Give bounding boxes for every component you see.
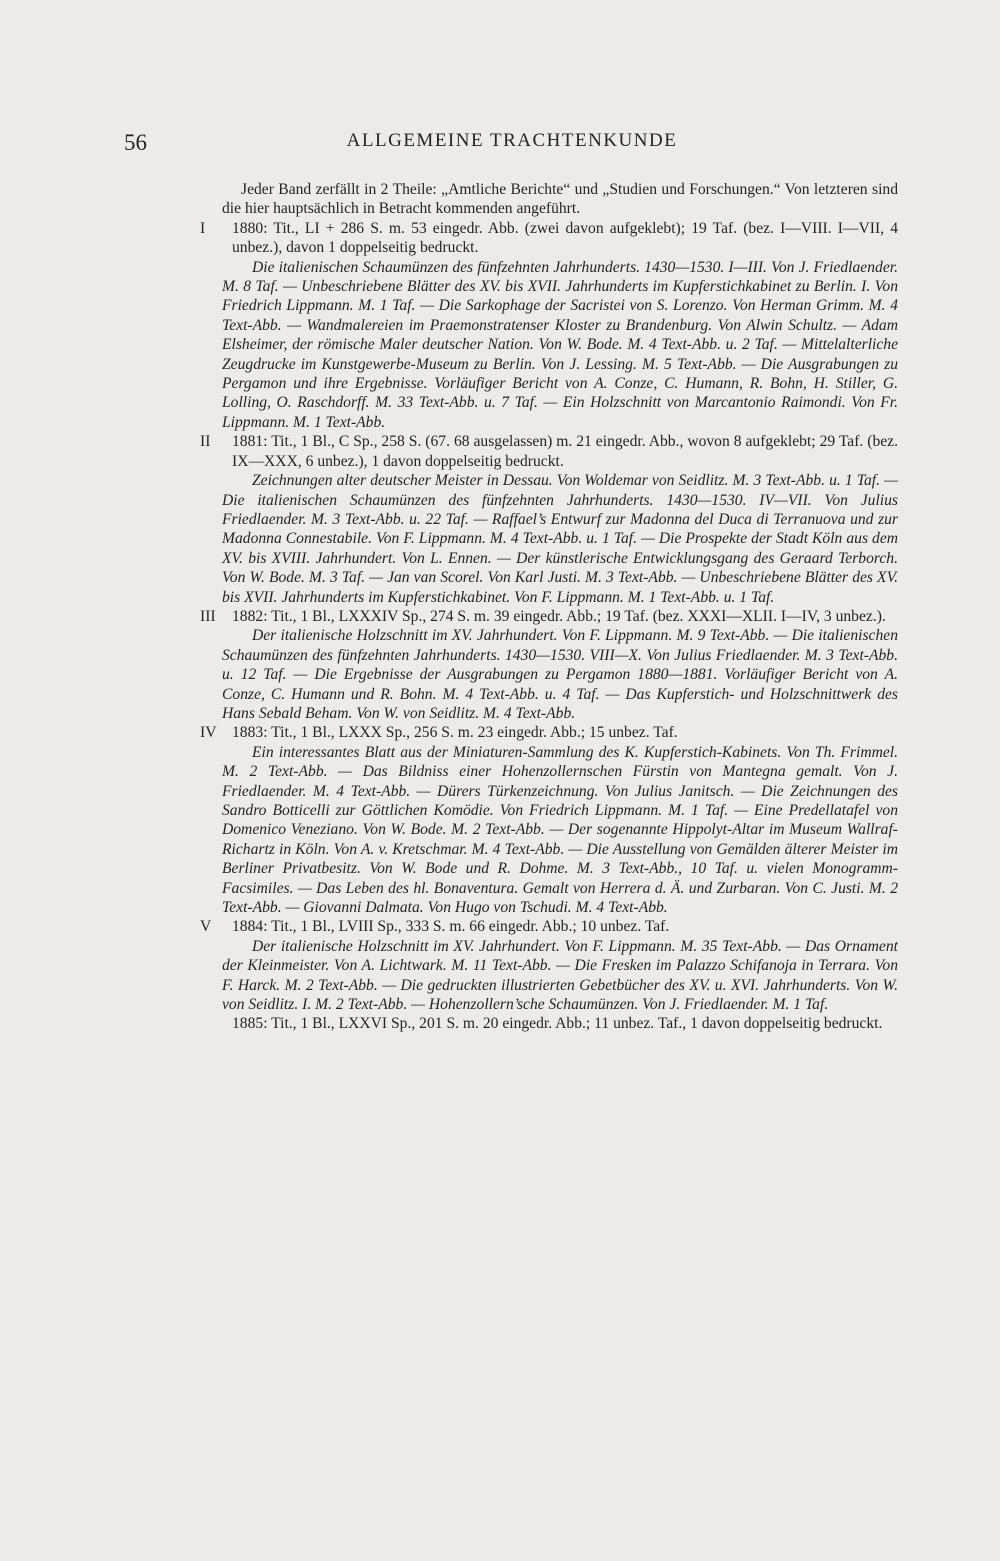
volume-head: 1880: Tit., LI + 286 S. m. 53 eingedr. Abb. (zwei davon aufgeklebt); 19 Taf. (bez. I—VIII. I—VII, 4 unbez.), davon 1 doppelseitig bedruckt. [232, 219, 898, 257]
volume-articles: Der italienische Holzschnitt im XV. Jahrhundert. Von F. Lippmann. M. 35 Text-Abb. — Das Ornament der Kleinmeister. Von A. Lichtwark. M. 11 Text-Abb. — Die Fresken im Palazzo Schifanoja in Terrara. Von F. Harck. M. 2 Text-Abb. — Die gedruckten illustrierten Gebetbücher des XV. u. XVI. Jahrhunderts. Von W. von Seidlitz. I. M. 2 Text-Abb. — Hohenzollern’sche Schaumünzen. Von J. Friedlaender. M. 1 Taf. [222, 937, 898, 1014]
volume-articles: Zeichnungen alter deutscher Meister in Dessau. Von Woldemar von Seidlitz. M. 3 Text-Abb. u. 1 Taf. — Die italienischen Schaumünzen des fünfzehnten Jahrhunderts. 1430—1530. IV—VII. Von Julius Friedlaender. M. 3 Text-Abb. u. 22 Taf. — Raffael’s Entwurf zur Madonna del Duca di Terranuova und zur Madonna Connestabile. Von F. Lippmann. M. 4 Text-Abb. u. 1 Taf. — Die Prospekte der Stadt Köln aus dem XV. bis XVIII. Jahrhundert. Von L. Ennen. — Der künstlerische Entwicklungsgang des Geraard Terborch. Von W. Bode. M. 3 Taf. — Jan van Scorel. Von Karl Justi. M. 3 Text-Abb. — Unbeschriebene Blätter des XV. bis XVII. Jahrhunderts im Kupferstichkabinet. Von F. Lippmann. M. 1 Text-Abb. u. 1 Taf. [222, 472, 898, 606]
volume-articles: Der italienische Holzschnitt im XV. Jahrhundert. Von F. Lippmann. M. 9 Text-Abb. — Die italienischen Schaumünzen des fünfzehnten Jahrhunderts. 1430—1530. VIII—X. Von Julius Friedlaender. M. 3 Text-Abb. u. 12 Taf. — Die Ergebnisse der Ausgrabungen zu Pergamon 1880—1881. Vorläufiger Bericht von A. Conze, C. Humann und R. Bohn. M. 4 Text-Abb. u. 4 Taf. — Das Kupferstich- und Holzschnittwerk des Hans Sebald Beham. Von W. von Seidlitz. M. 4 Text-Abb. [222, 627, 898, 722]
volume-entry [200, 219, 898, 432]
volume-head: 1882: Tit., 1 Bl., LXXXIV Sp., 274 S. m. 39 eingedr. Abb.; 19 Taf. (bez. XXXI—XLII. I—IV, 3 unbez.). [232, 607, 886, 625]
closing-entry: 1885: Tit., 1 Bl., LXXVI Sp., 201 S. m. 20 eingedr. Abb.; 11 unbez. Taf., 1 davon doppelseitig bedruckt. [232, 1015, 883, 1033]
volume-numeral: I [200, 219, 206, 237]
volume-articles: Die italienischen Schaumünzen des fünfzehnten Jahrhunderts. 1430—1530. I—III. Von J. Friedlaender. M. 8 Taf. — Unbeschriebene Blätter des XV. bis XVII. Jahrhunderts im Kupferstichkabinet zu Berlin. I. Von Friedrich Lippmann. M. 1 Taf. — Die Sarkophage der Sacristei von S. Lorenzo. Von Herman Grimm. M. 4 Text-Abb. — Wandmalereien im Praemonstratenser Kloster zu Brandenburg. Von Alwin Schultz. — Adam Elsheimer, der römische Maler deutscher Nation. Von W. Bode. M. 4 Text-Abb. u. 2 Taf. — Mittelalterliche Zeugdrucke im Kunstgewerbe-Museum zu Berlin. Von J. Lessing. M. 5 Text-Abb. — Die Ausgrabungen zu Pergamon und ihre Ergebnisse. Vorläufiger Bericht von A. Conze, C. Humann, R. Bohn, H. Stiller, G. Lolling, O. Raschdorff. M. 33 Text-Abb. u. 7 Taf. — Ein Holzschnitt von Marcantonio Raimondi. Von Fr. Lippmann. M. 1 Text-Abb. [222, 258, 898, 431]
volume-head: 1884: Tit., 1 Bl., LVIII Sp., 333 S. m. 66 eingedr. Abb.; 10 unbez. Taf. [232, 918, 670, 936]
volume-numeral: IV [200, 724, 217, 742]
volume-entry [200, 432, 898, 607]
volume-entry [200, 723, 898, 917]
intro-paragraph: Jeder Band zerfällt in 2 Theile: „Amtliche Berichte“ und „Studien und Forschungen.“ Von letzteren sind die hier hauptsächlich in Betracht kommenden angeführt. [222, 181, 898, 218]
page-header [124, 130, 900, 156]
page-body [200, 180, 898, 1034]
volume-numeral: V [200, 918, 212, 936]
volume-entry [200, 917, 898, 1014]
volume-head: 1883: Tit., 1 Bl., LXXX Sp., 256 S. m. 23 eingedr. Abb.; 15 unbez. Taf. [232, 724, 678, 742]
volume-articles: Ein interessantes Blatt aus der Miniaturen-Sammlung des K. Kupferstich-Kabinets. Von Th. Frimmel. M. 2 Text-Abb. — Das Bildniss einer Hohenzollernschen Fürstin von Mantegna gemalt. Von J. Friedlaender. M. 4 Text-Abb. — Dürers Türkenzeichnung. Von Julius Janitsch. — Die Zeichnungen des Sandro Botticelli zur Göttlichen Komödie. Von Friedrich Lippmann. M. 1 Taf. — Eine Predellatafel von Domenico Veneziano. Von W. Bode. M. 2 Text-Abb. — Der sogenannte Hippolyt-Altar im Museum Wallraf-Richartz in Köln. Von A. v. Kretschmar. M. 4 Text-Abb. — Die Ausstellung von Gemälden älterer Meister im Berliner Privatbesitz. Von W. Bode und R. Dohme. M. 3 Text-Abb., 10 Taf. u. vielen Monogramm-Facsimiles. — Das Leben des hl. Bonaventura. Gemalt von Herrera d. Ä. und Zurbaran. Von C. Justi. M. 2 Text-Abb. — Giovanni Dalmata. Von Hugo von Tschudi. M. 4 Text-Abb. [222, 743, 898, 917]
volume-numeral: III [200, 607, 216, 625]
volume-entry [200, 607, 898, 723]
volume-numeral: II [200, 433, 211, 451]
volume-head: 1881: Tit., 1 Bl., C Sp., 258 S. (67. 68 ausgelassen) m. 21 eingedr. Abb., wovon 8 aufgeklebt; 29 Taf. (bez. IX—XXX, 6 unbez.), 1 davon doppelseitig bedruckt. [232, 433, 898, 470]
running-title: ALLGEMEINE TRACHTENKUNDE [346, 130, 678, 151]
page-number: 56 [124, 130, 147, 155]
